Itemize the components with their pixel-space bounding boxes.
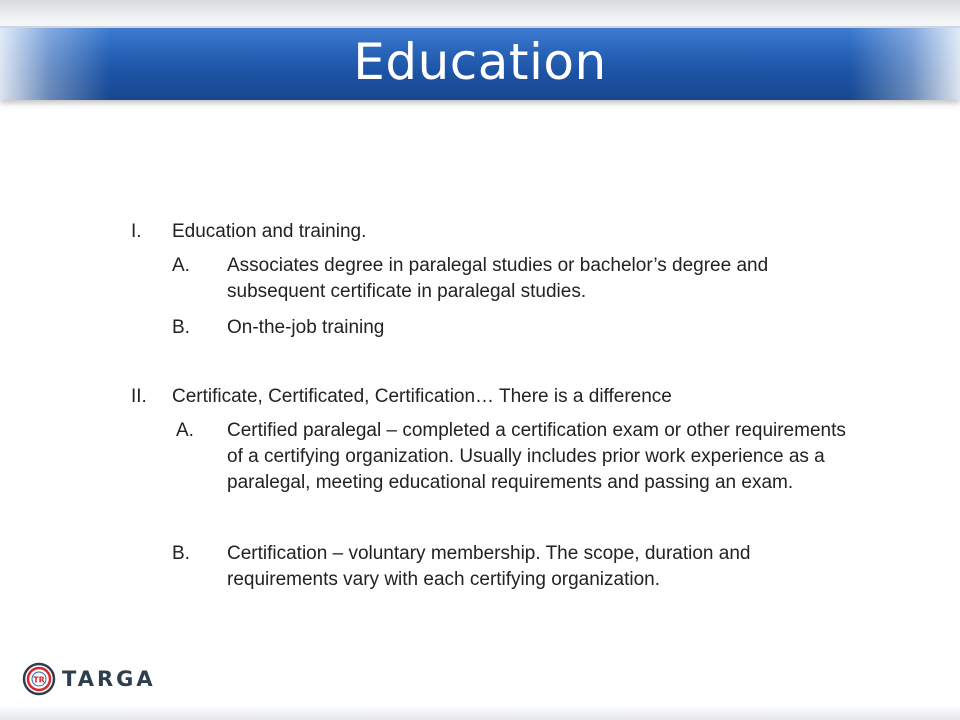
outline-marker-1: I. [131, 221, 142, 242]
outline-subitem-marker-2a: A. [176, 420, 194, 441]
outline-subitem-marker-1a: A. [172, 255, 190, 276]
logo-badge-text: TR [33, 675, 45, 685]
outline-subitem-marker-1b: B. [172, 317, 190, 338]
outline-subitem-1a: Associates degree in paralegal studies or bachelor’s degree and subsequent certificate in paralegal studies. [227, 255, 769, 302]
footer-strip [0, 706, 960, 720]
outline-subitem-1b: On-the-job training [227, 317, 385, 338]
logo-wordmark: TARGA [62, 667, 156, 691]
outline-heading-2: Certificate, Certificated, Certification… There is a difference [172, 386, 672, 407]
outline-subitem-2b: Certification – voluntary membership. The scope, duration and requirements vary with each certifying organization. [227, 543, 751, 590]
outline-marker-2: II. [131, 386, 147, 407]
outline-heading-1: Education and training. [172, 221, 367, 242]
outline-subitem-marker-2b: B. [172, 543, 190, 564]
outline-subitem-2a: Certified paralegal – completed a certification exam or other requirements of a certifying organization. Usually includes prior work experience as a paralegal, meeting educational requirements and passing an exam. [227, 420, 846, 493]
company-logo [22, 660, 156, 698]
slide-title: Education [353, 33, 607, 91]
targa-emblem-icon [22, 662, 56, 696]
